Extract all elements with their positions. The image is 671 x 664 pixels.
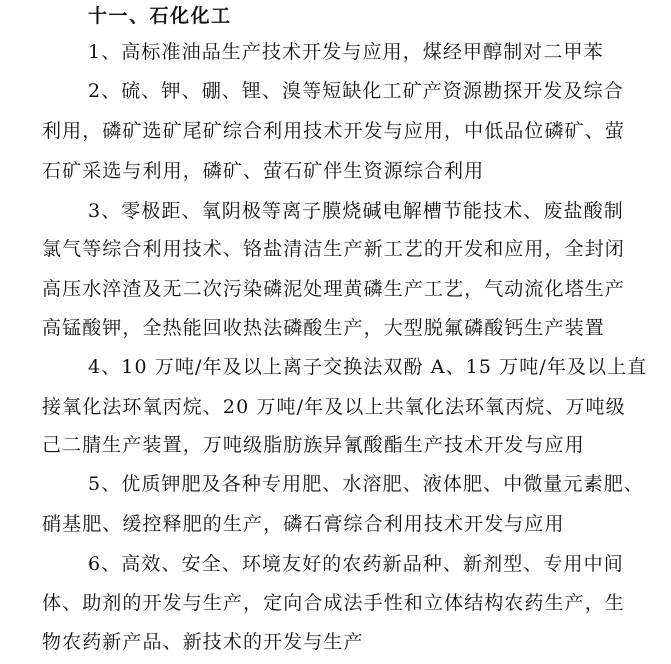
item-1-line-1: 1、高标准油品生产技术开发与应用，煤经甲醇制对二甲苯 bbox=[88, 41, 604, 63]
item-2-line-1: 2、硫、钾、硼、锂、溴等短缺化工矿产资源勘探开发及综合 bbox=[88, 80, 624, 102]
item-3-line-2: 氯气等综合利用技术、铬盐清洁生产新工艺的开发和应用，全封闭 bbox=[42, 238, 625, 260]
item-4-line-1: 4、10 万吨/年及以上离子交换法双酚 A、15 万吨/年及以上直 bbox=[88, 356, 648, 378]
item-3-line-3: 高压水淬渣及无二次污染磷泥处理黄磷生产工艺，气动流化塔生产 bbox=[42, 278, 625, 300]
item-5-line-2: 硝基肥、缓控释肥的生产，磷石膏综合利用技术开发与应用 bbox=[42, 513, 565, 535]
item-5-line-1: 5、优质钾肥及各种专用肥、水溶肥、液体肥、中微量元素肥、 bbox=[88, 473, 644, 495]
item-6-line-2: 体、助剂的开发与生产，定向合成法手性和立体结构农药生产，生 bbox=[42, 592, 625, 614]
item-2-line-2: 利用，磷矿选矿尾矿综合利用技术开发与应用，中低品位磷矿、萤 bbox=[42, 120, 625, 142]
item-4-line-3: 己二腈生产装置，万吨级脂肪族异氰酸酯生产技术开发与应用 bbox=[42, 434, 585, 456]
item-3-line-4: 高锰酸钾，全热能回收热法磷酸生产，大型脱氟磷酸钙生产装置 bbox=[42, 317, 605, 339]
item-6-line-1: 6、高效、安全、环境友好的农药新品种、新剂型、专用中间 bbox=[88, 553, 624, 575]
item-4-line-2: 接氧化法环氧丙烷、20 万吨/年及以上共氧化法环氧丙烷、万吨级 bbox=[42, 396, 626, 418]
item-6-line-3: 物农药新产品、新技术的开发与生产 bbox=[42, 631, 364, 653]
item-3-line-1: 3、零极距、氧阴极等离子膜烧碱电解槽节能技术、废盐酸制 bbox=[88, 200, 624, 222]
item-2-line-3: 石矿采选与利用，磷矿、萤石矿伴生资源综合利用 bbox=[42, 160, 485, 182]
section-heading: 十一、石化化工 bbox=[88, 5, 232, 27]
